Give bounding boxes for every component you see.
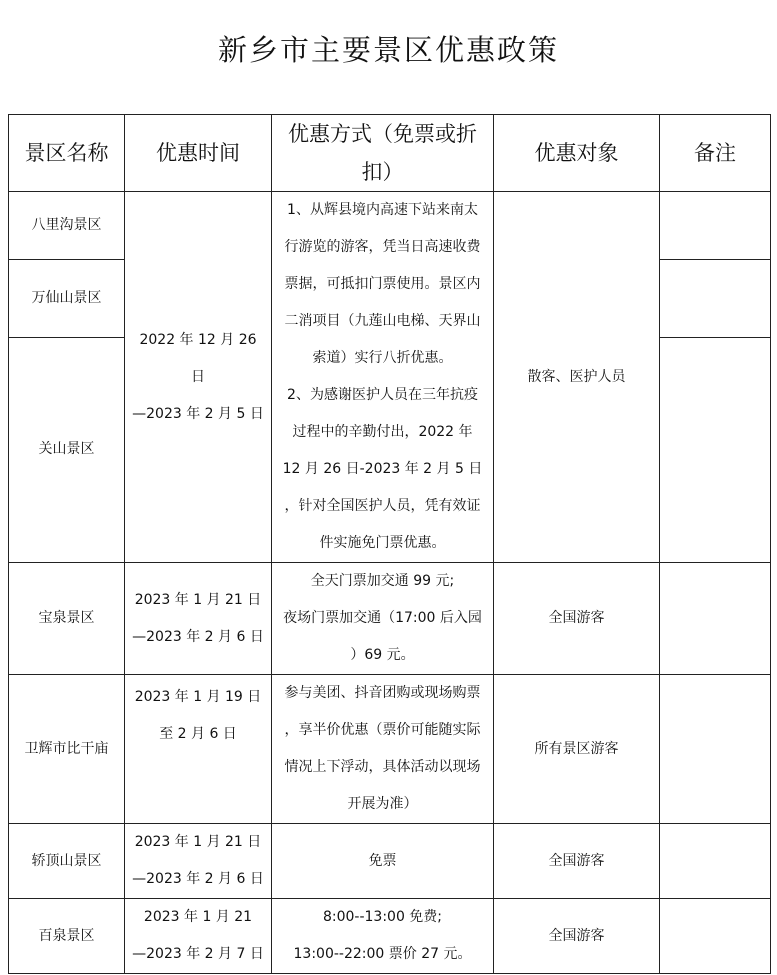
scenic-name: 关山景区 xyxy=(9,337,125,562)
header-target: 优惠对象 xyxy=(494,115,660,192)
method-line: 参与美团、抖音团购或现场购票 xyxy=(284,685,481,701)
discount-time xyxy=(125,824,272,899)
page-title: 新乡市主要景区优惠政策 xyxy=(217,33,559,67)
discount-target: 所有景区游客 xyxy=(494,675,660,824)
discount-time xyxy=(125,899,272,974)
time-line: —2023 年 2 月 6 日 xyxy=(132,628,264,645)
method-line: 票据，可抵扣门票使用。景区内 xyxy=(284,276,481,292)
discount-time xyxy=(125,563,272,675)
method-line: 13:00--22:00 票价 27 元。 xyxy=(293,946,472,962)
note-cell xyxy=(660,337,771,562)
method-line: 2、为感谢医护人员在三年抗疫 xyxy=(287,387,478,403)
method-line: ）69 元。 xyxy=(350,647,415,663)
table-row xyxy=(9,824,771,899)
time-line: 2023 年 1 月 19 日 xyxy=(134,689,262,705)
scenic-name: 卫辉市比干庙 xyxy=(9,675,125,824)
policy-table xyxy=(8,114,771,974)
time-line: 2022 年 12 月 26 xyxy=(139,331,257,348)
header-time: 优惠时间 xyxy=(125,115,272,192)
scenic-name: 八里沟景区 xyxy=(9,192,125,260)
table-row xyxy=(9,675,771,824)
note-cell xyxy=(660,824,771,899)
method-line: 全天门票加交通 99 元; xyxy=(310,573,455,589)
method-line: 行游览的游客，凭当日高速收费 xyxy=(284,239,481,255)
scenic-name: 轿顶山景区 xyxy=(9,824,125,899)
scenic-name: 宝泉景区 xyxy=(9,563,125,675)
discount-target: 全国游客 xyxy=(494,899,660,974)
method-line: 1、从辉县境内高速下站来南太 xyxy=(287,202,478,218)
discount-target: 全国游客 xyxy=(494,824,660,899)
discount-method xyxy=(272,563,494,675)
discount-method xyxy=(272,899,494,974)
header-note: 备注 xyxy=(660,115,771,192)
note-cell xyxy=(660,899,771,974)
time-line: 2023 年 1 月 21 日 xyxy=(134,591,262,608)
note-cell xyxy=(660,260,771,337)
method-line: 索道）实行八折优惠。 xyxy=(312,350,453,366)
discount-time xyxy=(125,192,272,563)
scenic-name: 万仙山景区 xyxy=(9,260,125,337)
discount-method xyxy=(272,824,494,899)
time-line: 日 xyxy=(191,368,205,385)
note-cell xyxy=(660,675,771,824)
discount-target: 散客、医护人员 xyxy=(494,192,660,563)
method-line: 8:00--13:00 免费; xyxy=(322,909,443,925)
discount-method xyxy=(272,675,494,824)
method-line: 二消项目（九莲山电梯、天界山 xyxy=(284,313,481,329)
discount-method xyxy=(272,192,494,563)
time-line: —2023 年 2 月 5 日 xyxy=(132,405,264,422)
header-name: 景区名称 xyxy=(9,115,125,192)
scenic-name: 百泉景区 xyxy=(9,899,125,974)
method-line: 开展为准） xyxy=(347,796,418,812)
header-method-line: 扣） xyxy=(361,160,404,184)
note-cell xyxy=(660,192,771,260)
time-line: 至 2 月 6 日 xyxy=(159,726,237,742)
note-cell xyxy=(660,563,771,675)
table-row xyxy=(9,563,771,675)
method-line: ，针对全国医护人员，凭有效证 xyxy=(284,498,481,514)
method-line: 情况上下浮动，具体活动以现场 xyxy=(284,759,481,775)
method-line: ，享半价优惠（票价可能随实际 xyxy=(284,722,481,738)
method-line: 过程中的辛勤付出，2022 年 xyxy=(292,424,473,440)
method-line: 夜场门票加交通（17:00 后入园 xyxy=(283,610,482,626)
table-row xyxy=(9,192,771,260)
header-row xyxy=(9,115,771,192)
discount-target: 全国游客 xyxy=(494,563,660,675)
method-line: 12 月 26 日-2023 年 2 月 5 日 xyxy=(282,461,483,477)
time-line: —2023 年 2 月 6 日 xyxy=(132,871,264,887)
discount-time xyxy=(125,675,272,824)
header-method xyxy=(272,115,494,192)
time-line: 2023 年 1 月 21 xyxy=(143,909,253,925)
header-method-line: 优惠方式（免票或折 xyxy=(288,122,477,146)
time-line: —2023 年 2 月 7 日 xyxy=(132,946,264,962)
method-line: 件实施免门票优惠。 xyxy=(319,535,446,551)
method-line: 免票 xyxy=(368,852,397,869)
time-line: 2023 年 1 月 21 日 xyxy=(134,834,262,850)
table-row xyxy=(9,899,771,974)
